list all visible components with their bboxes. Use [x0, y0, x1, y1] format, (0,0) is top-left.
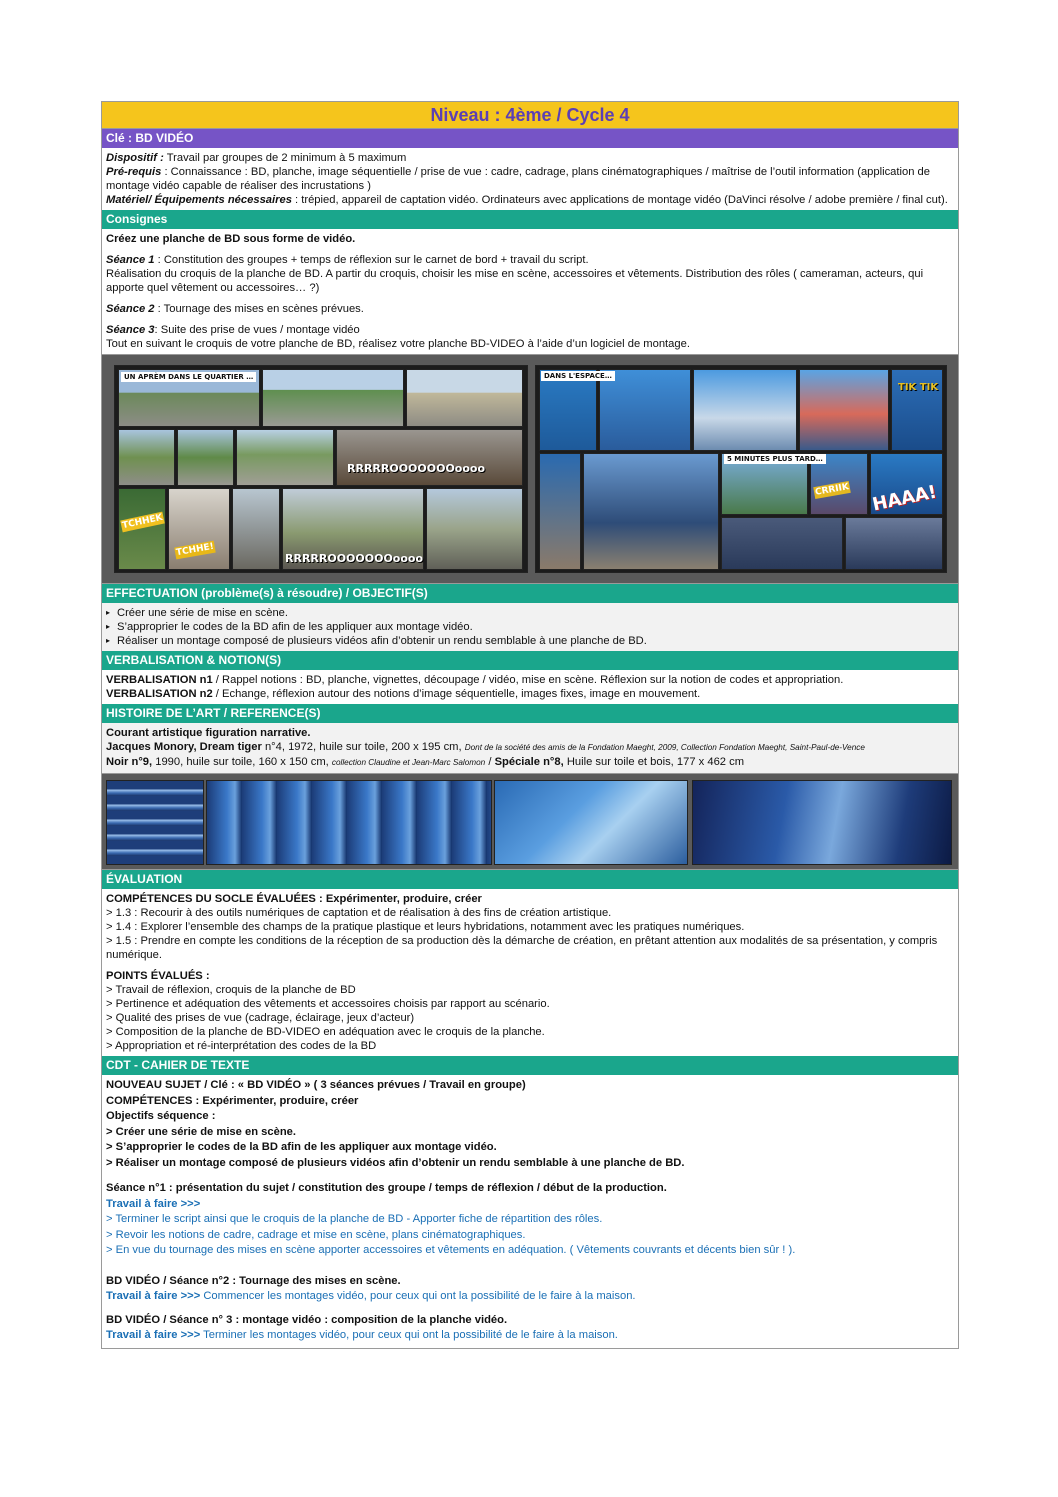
cdt-seance-1-title: Séance n°1 : présentation du sujet / constitution des groupe / temps de réflexion / début de la production.	[106, 1182, 667, 1194]
section-header-evaluation: ÉVALUATION	[102, 870, 958, 889]
travail-a-faire-label: Travail à faire >>>	[106, 1290, 201, 1302]
comic-panel	[236, 429, 334, 486]
section-header-consignes: Consignes	[102, 210, 958, 229]
list-item: > Composition de la planche de BD-VIDEO en adéquation avec le croquis de la planche.	[106, 1026, 545, 1038]
list-item: ▸ Créer une série de mise en scène.	[106, 606, 954, 620]
travail-a-faire-label: Travail à faire >>>	[106, 1197, 201, 1210]
effectuation-section	[102, 603, 958, 651]
list-item: > En vue du tournage des mises en scène apporter accessoires et vêtements en adéquation. ( Vêtements couvrants et décents bien sûr ! ).	[106, 1244, 796, 1256]
comic-board-right	[535, 365, 947, 573]
comic-panel	[426, 488, 523, 570]
cdt-section	[102, 1075, 958, 1348]
reference-1-title: Jacques Monory, Dream tiger	[106, 741, 262, 753]
comic-examples-image	[102, 354, 958, 584]
lesson-sheet	[101, 101, 959, 1349]
materiel-text: : trépied, appareil de captation vidéo. Ordinateurs avec applications de montage vidéo (DaVinci résolve / adobe première / final cut).	[291, 194, 948, 206]
cle-section	[102, 148, 958, 210]
list-item: > Qualité des prises de vue (cadrage, éclairage, jeux d’acteur)	[106, 1012, 415, 1024]
reference-1-text: n°4, 1972, huile sur toile, 200 x 195 cm,	[261, 741, 465, 753]
seance-1	[106, 253, 954, 267]
list-item: > Revoir les notions de cadre, cadrage et mise en scène, plans cinématographiques.	[106, 1228, 526, 1241]
objectives-list	[106, 606, 954, 648]
section-header-histoire: HISTOIRE DE L’ART / REFERENCE(S)	[102, 704, 958, 723]
comic-panel	[845, 517, 943, 570]
comic-panel	[599, 369, 691, 451]
cdt-seance-2-title: BD VIDÉO / Séance n°2 : Tournage des mises en scène.	[106, 1274, 401, 1287]
verbalisation-2-text: / Echange, réflexion autour des notions d’image séquentielle, images fixes, image en mouvement.	[212, 688, 701, 700]
dispositif	[106, 151, 954, 165]
histoire-section	[102, 723, 958, 773]
cdt-objectifs-title: Objectifs séquence :	[106, 1110, 216, 1122]
prerequis-text: : Connaissance : BD, planche, image séquentielle / prise de vue : cadre, cadrage, plans cinématographiques / maîtrise de l’outil information (application de montage vidéo capable de réaliser des incrustations )	[106, 166, 930, 192]
comic-panel	[118, 429, 175, 486]
section-header-verbalisation: VERBALISATION & NOTION(S)	[102, 651, 958, 670]
evaluation-section	[102, 889, 958, 1056]
list-item: > S’approprier le codes de la BD afin de les appliquer aux montage vidéo.	[106, 1141, 497, 1153]
comic-caption: DANS L'ESPACE…	[541, 371, 615, 381]
list-item: > Pertinence et adéquation des vêtements et accessoires choisis par rapport au scénario.	[106, 998, 550, 1010]
verbalisation-section	[102, 670, 958, 704]
prerequis-label: Pré-requis	[106, 166, 162, 178]
comic-sfx: RRRRROOOOOOOoooo	[285, 552, 424, 565]
verbalisation-2	[106, 687, 954, 701]
comic-panel	[177, 429, 234, 486]
artwork-panel	[494, 780, 688, 865]
reference-2-title: Noir n°9,	[106, 756, 153, 768]
page-title: Niveau : 4ème / Cycle 4	[102, 102, 958, 129]
cdt-competences: COMPÉTENCES : Expérimenter, produire, créer	[106, 1094, 359, 1107]
seance-1-label: Séance 1	[106, 254, 155, 266]
reference-3-title: Spéciale n°8,	[494, 756, 564, 768]
list-item: > Appropriation et ré-interprétation des codes de la BD	[106, 1040, 377, 1052]
comic-caption: UN APRÈM DANS LE QUARTIER …	[121, 372, 256, 382]
courant-artistique: Courant artistique figuration narrative.	[106, 727, 311, 739]
reference-separator: /	[485, 756, 495, 768]
list-item: > Créer une série de mise en scène.	[106, 1125, 296, 1138]
comic-sfx: TCHHE!	[175, 541, 215, 559]
comic-sfx: TIK TIK	[898, 382, 939, 393]
comic-sfx: TCHHEK	[121, 512, 164, 532]
list-item: ▸ Réaliser un montage composé de plusieurs vidéos afin d’obtenir un rendu semblable à une planche de BD.	[106, 634, 954, 648]
reference-2-credit: collection Claudine et Jean-Marc Salomon	[331, 758, 486, 767]
list-item: ▸ S’approprier le codes de la BD afin de les appliquer aux montage vidéo.	[106, 620, 954, 634]
materiel	[106, 193, 954, 207]
dispositif-text: Travail par groupes de 2 minimum à 5 maximum	[163, 152, 407, 164]
reference-2	[106, 755, 954, 770]
cdt-seance-2-task	[106, 1289, 954, 1305]
list-item: > Réaliser un montage composé de plusieurs vidéos afin d’obtenir un rendu semblable à une planche de BD.	[106, 1156, 685, 1169]
comic-sfx: HAAA!	[870, 481, 939, 516]
comic-panel	[232, 488, 280, 570]
reference-3-text: Huile sur toile et bois, 177 x 462 cm	[563, 756, 745, 768]
seance-3-text: : Suite des prise de vues / montage vidéo	[154, 324, 360, 336]
points-title: POINTS ÉVALUÉS :	[106, 970, 210, 982]
comic-panel	[721, 517, 843, 570]
section-header-cle: Clé : BD VIDÉO	[102, 129, 958, 148]
reference-1	[106, 740, 954, 755]
comic-panel	[406, 369, 523, 427]
consignes-intro: Créez une planche de BD sous forme de vidéo.	[106, 233, 356, 245]
comic-sfx: RRRRROOOOOOOoooo	[347, 462, 486, 475]
cdt-seance-2-task-text: Commencer les montages vidéo, pour ceux qui ont la possibilité de le faire à la maison.	[200, 1290, 636, 1302]
section-header-cdt: CDT - CAHIER DE TEXTE	[102, 1056, 958, 1075]
reference-1-credit: Dont de la société des amis de la Fondation Maeght, 2009, Collection Fondation Maeght, Saint-Paul-de-Vence	[464, 743, 865, 752]
comic-sfx: CRRIIK	[814, 482, 850, 498]
consignes-section	[102, 229, 958, 354]
comic-panel	[693, 369, 797, 451]
socle-title: COMPÉTENCES DU SOCLE ÉVALUÉES : Expérimenter, produire, créer	[106, 893, 482, 905]
cdt-seance-3-task-text: Terminer les montages vidéo, pour ceux qui ont la possibilité de le faire à la maison.	[200, 1329, 618, 1341]
seance-2	[106, 302, 954, 316]
comic-panel	[336, 429, 523, 486]
seance-2-text: : Tournage des mises en scènes prévues.	[154, 303, 364, 315]
comic-panel	[539, 453, 581, 570]
section-header-effectuation: EFFECTUATION (problème(s) à résoudre) / OBJECTIF(S)	[102, 584, 958, 603]
comic-board-left	[114, 365, 528, 573]
comic-panel	[799, 369, 889, 451]
dispositif-label: Dispositif :	[106, 152, 164, 164]
cdt-seance-3-task	[106, 1328, 954, 1344]
list-item: > 1.4 : Explorer l’ensemble des champs de la pratique plastique et leurs hybridations, notamment avec les pratiques numériques.	[106, 921, 745, 933]
artwork-panel	[106, 780, 204, 865]
comic-caption: 5 MINUTES PLUS TARD…	[724, 454, 826, 464]
travail-a-faire-label: Travail à faire >>>	[106, 1329, 201, 1341]
list-item: > 1.5 : Prendre en compte les conditions de la réception de sa production dès la démarche de création, en prêtant attention aux modalités de sa présentation, y compris numérique.	[106, 935, 938, 961]
verbalisation-1-label: VERBALISATION n1	[106, 674, 213, 686]
verbalisation-1	[106, 673, 954, 687]
seance-3-detail: Tout en suivant le croquis de votre planche de BD, réalisez votre planche BD-VIDEO à l’aide d’un logiciel de montage.	[106, 338, 690, 350]
materiel-label: Matériel/ Équipements nécessaires	[106, 194, 292, 206]
verbalisation-1-text: / Rappel notions : BD, planche, vignettes, découpage / vidéo, mise en scène. Réflexion sur la notion de codes et appropriation.	[212, 674, 844, 686]
comic-panel	[583, 453, 719, 570]
comic-panel	[262, 369, 404, 427]
list-item: > 1.3 : Recourir à des outils numériques de captation et de réalisation à des fins de création artistique.	[106, 907, 612, 919]
artwork-panel	[206, 780, 492, 865]
list-item: > Travail de réflexion, croquis de la planche de BD	[106, 984, 356, 996]
seance-3	[106, 323, 954, 337]
seance-1-text: : Constitution des groupes + temps de réflexion sur le carnet de bord + travail du script.	[154, 254, 589, 266]
cdt-subject: NOUVEAU SUJET / Clé : « BD VIDÉO » ( 3 séances prévues / Travail en groupe)	[106, 1079, 526, 1091]
monory-artworks-image	[102, 773, 958, 870]
seance-3-label: Séance 3	[106, 324, 155, 336]
cdt-seance-3-title: BD VIDÉO / Séance n° 3 : montage vidéo : composition de la planche vidéo.	[106, 1313, 508, 1326]
prerequis	[106, 165, 954, 193]
list-item: > Terminer le script ainsi que le croquis de la planche de BD - Apporter fiche de répartition des rôles.	[106, 1213, 603, 1225]
comic-panel	[539, 369, 597, 451]
reference-2-text: 1990, huile sur toile, 160 x 150 cm,	[152, 756, 332, 768]
seance-1-detail: Réalisation du croquis de la planche de BD. A partir du croquis, choisir les mise en scène, accessoires et vêtements. Distribution des rôles ( cameraman, acteurs, qui apporte quel vêtement ou accessoires… ?)	[106, 268, 924, 294]
verbalisation-2-label: VERBALISATION n2	[106, 688, 213, 700]
seance-2-label: Séance 2	[106, 303, 155, 315]
artwork-panel	[692, 780, 952, 865]
